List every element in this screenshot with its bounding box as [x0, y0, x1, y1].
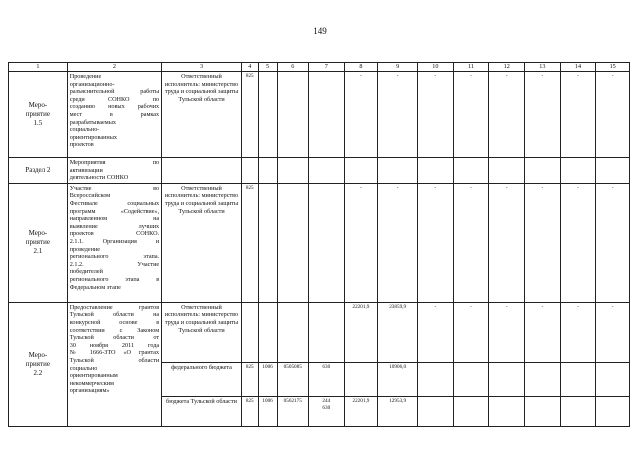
value-cell: 22201,9 — [344, 302, 378, 362]
value-cell: - — [453, 72, 489, 158]
column-number: 15 — [596, 63, 630, 72]
row-executor: Ответственный исполнитель: министерство труда и социальной защиты Тульской области — [162, 302, 242, 362]
description-line: Тульской области — [69, 356, 160, 364]
description-line: социально — [69, 364, 98, 372]
column-number: 7 — [308, 63, 344, 72]
value-cell: - — [560, 183, 596, 302]
value-cell: - — [418, 302, 454, 362]
empty-cell — [308, 72, 344, 158]
value-cell: - — [489, 302, 525, 362]
description-line: организациям» — [69, 387, 110, 395]
description-line: направленном на — [69, 215, 160, 223]
description-line: победителей — [69, 268, 103, 276]
description-line: проектов СОНКО. — [69, 230, 160, 238]
value-cell: - — [560, 72, 596, 158]
csr-cell: 0505085 — [277, 362, 308, 396]
value-cell — [344, 362, 378, 396]
description-line: мест в рамках — [69, 110, 160, 118]
vr-cell: 630 — [308, 362, 344, 396]
column-number: 10 — [418, 63, 454, 72]
description-line: ориентированным — [69, 372, 118, 380]
description-line: разъяснительной работы — [69, 88, 160, 96]
value-cell: - — [453, 183, 489, 302]
column-number: 2 — [67, 63, 161, 72]
description-line: проведение — [69, 245, 101, 253]
value-cell: 10906,0 — [378, 362, 418, 396]
column-number: 9 — [378, 63, 418, 72]
column-number: 3 — [162, 63, 242, 72]
value-cell: - — [344, 183, 378, 302]
table-row-section-2 — [9, 158, 630, 184]
column-number: 8 — [344, 63, 378, 72]
description-line: Проведение — [69, 73, 102, 80]
column-number: 14 — [560, 63, 596, 72]
description-line: среди СОНКО по — [69, 95, 160, 103]
description-line: № 1666-ЗТО «О грантах — [69, 349, 160, 357]
table-row-measure-1-5 — [9, 72, 630, 158]
value-cell: - — [525, 302, 561, 362]
column-number: 4 — [241, 63, 258, 72]
value-cell: - — [596, 302, 630, 362]
description-line: Тульской области от — [69, 334, 160, 342]
description-line: Мероприятия по — [69, 159, 160, 166]
row-description — [67, 158, 161, 184]
description-line: ориентированных — [69, 133, 117, 141]
value-cell: - — [596, 183, 630, 302]
vr-cell: 244 630 — [308, 396, 344, 426]
value-cell: - — [453, 302, 489, 362]
csr-cell — [277, 302, 308, 362]
row-label: Меро- приятие 1.5 — [9, 72, 68, 158]
empty-cell — [277, 183, 308, 302]
description-line: выявление лучших — [69, 222, 160, 230]
value-cell: - — [378, 183, 418, 302]
table-row-measure-2-1 — [9, 183, 630, 302]
column-number: 13 — [525, 63, 561, 72]
description-line: регионального этапа в — [69, 275, 160, 283]
description-line: Федеральном этапе — [69, 283, 121, 291]
empty-cell — [258, 183, 277, 302]
column-number-row — [9, 63, 630, 72]
description-line: программ «Содействие», — [69, 207, 160, 215]
rz-cell — [258, 302, 277, 362]
description-line: деятельности СОНКО — [69, 174, 129, 182]
description-line: 30 ноября 2011 года — [69, 341, 160, 349]
grbs-cell: 825 — [241, 72, 258, 158]
value-cell: - — [418, 72, 454, 158]
description-line: социально- — [69, 126, 100, 134]
rz-cell: 1006 — [258, 362, 277, 396]
row-executor: Ответственный исполнитель: министерство труда и социальной защиты Тульской области — [162, 72, 242, 158]
value-cell: - — [596, 72, 630, 158]
empty-cell — [308, 183, 344, 302]
empty-cell — [277, 72, 308, 158]
value-cell: - — [525, 183, 561, 302]
row-description — [67, 183, 161, 302]
grbs-cell: 825 — [241, 396, 258, 426]
grbs-cell: 825 — [241, 362, 258, 396]
column-number: 6 — [277, 63, 308, 72]
page-number: 149 — [313, 26, 327, 36]
csr-cell: 0562175 — [277, 396, 308, 426]
description-line: проектов — [69, 141, 94, 149]
row-executor: бюджета Тульской области — [162, 396, 242, 426]
value-cell: - — [525, 72, 561, 158]
description-line: Фестивале социальных — [69, 199, 160, 207]
description-line: 2.1.1. Организация и — [69, 237, 160, 245]
description-line: регионального этапа. — [69, 253, 160, 261]
description-line: 2.1.2. Участие — [69, 260, 160, 268]
description-line: Предоставление грантов — [69, 303, 160, 311]
description-line: созданию новых рабочих — [69, 103, 160, 111]
description-line: организационно- — [69, 80, 115, 88]
row-description — [67, 72, 161, 158]
grbs-cell — [241, 302, 258, 362]
budget-table — [8, 62, 630, 427]
description-line: Участие во — [69, 184, 160, 192]
value-cell: - — [560, 302, 596, 362]
empty-cell — [258, 72, 277, 158]
value-cell: - — [489, 72, 525, 158]
empty-cell — [162, 158, 242, 184]
column-number: 11 — [453, 63, 489, 72]
row-label: Меро- приятие 2.1 — [9, 183, 68, 302]
value-cell: - — [378, 72, 418, 158]
row-executor: Ответственный исполнитель: министерство труда и социальной защиты Тульской области — [162, 183, 242, 302]
description-line: Тульской области на — [69, 311, 160, 319]
description-line: Всероссийском — [69, 192, 111, 200]
row-executor: федерального бюджета — [162, 362, 242, 396]
table-row-measure-2-2 — [9, 302, 630, 362]
description-line: разрабатываемых — [69, 118, 116, 126]
value-cell: - — [344, 72, 378, 158]
value-cell: - — [418, 183, 454, 302]
column-number: 1 — [9, 63, 68, 72]
description-line: конкурсной основе в — [69, 318, 160, 326]
description-line: соответствии с Законом — [69, 326, 160, 334]
value-cell: 22201,9 — [344, 396, 378, 426]
value-cell: 12953,9 — [378, 396, 418, 426]
row-label: Раздел 2 — [9, 158, 68, 184]
rz-cell: 1006 — [258, 396, 277, 426]
value-cell: - — [489, 183, 525, 302]
description-line: активизации — [69, 166, 103, 174]
row-label: Меро- приятие 2.2 — [9, 302, 68, 426]
description-line: некоммерческим — [69, 379, 114, 387]
column-number: 5 — [258, 63, 277, 72]
value-cell: 23859,9 — [378, 302, 418, 362]
row-description — [67, 302, 161, 426]
grbs-cell: 825 — [241, 183, 258, 302]
column-number: 12 — [489, 63, 525, 72]
vr-cell — [308, 302, 344, 362]
